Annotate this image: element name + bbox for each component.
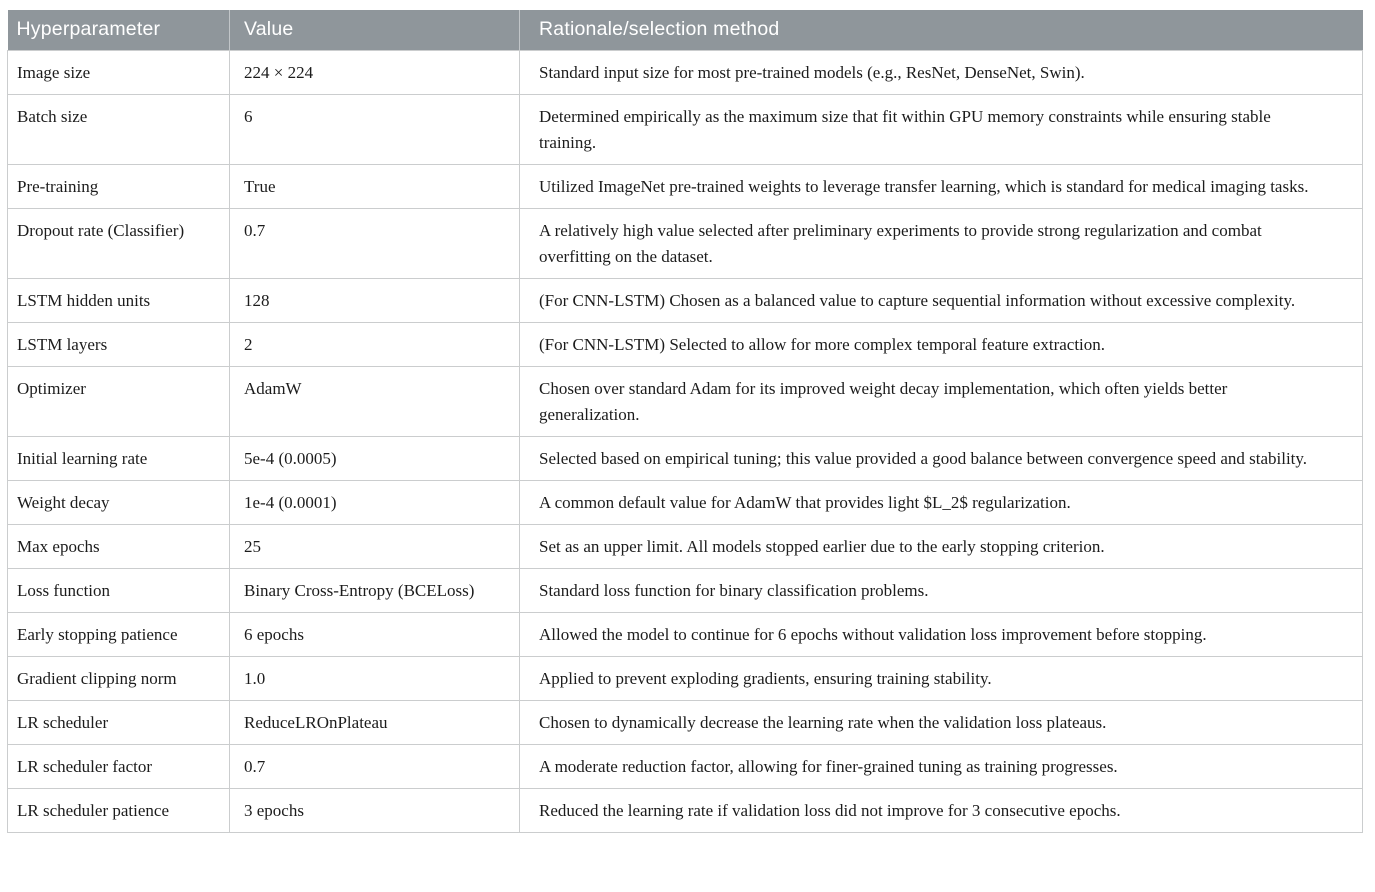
rationale-cell: Utilized ImageNet pre-trained weights to leverage transfer learning, which is standard for medical imaging tasks. <box>520 165 1363 209</box>
value-cell: 25 <box>230 525 520 569</box>
table-row <box>8 701 1363 745</box>
hyperparameter-cell: Dropout rate (Classifier) <box>8 209 230 279</box>
hyperparameter-cell: Optimizer <box>8 367 230 437</box>
hyperparameter-cell: Initial learning rate <box>8 437 230 481</box>
rationale-cell: Chosen to dynamically decrease the learning rate when the validation loss plateaus. <box>520 701 1363 745</box>
rationale-cell: Standard loss function for binary classification problems. <box>520 569 1363 613</box>
value-cell: Binary Cross-Entropy (BCELoss) <box>230 569 520 613</box>
rationale-cell: Allowed the model to continue for 6 epochs without validation loss improvement before stopping. <box>520 613 1363 657</box>
hyperparameter-cell: LSTM layers <box>8 323 230 367</box>
value-cell: 6 epochs <box>230 613 520 657</box>
rationale-cell: A common default value for AdamW that provides light $L_2$ regularization. <box>520 481 1363 525</box>
value-cell: 6 <box>230 95 520 165</box>
rationale-cell: Standard input size for most pre-trained models (e.g., ResNet, DenseNet, Swin). <box>520 51 1363 95</box>
hyperparameter-cell: Loss function <box>8 569 230 613</box>
value-cell: AdamW <box>230 367 520 437</box>
column-header-rationale: Rationale/selection method <box>520 10 1363 51</box>
value-cell: 3 epochs <box>230 789 520 833</box>
hyperparameter-cell: Pre-training <box>8 165 230 209</box>
value-cell: 2 <box>230 323 520 367</box>
hyperparameter-cell: Early stopping patience <box>8 613 230 657</box>
table-row <box>8 525 1363 569</box>
table-row <box>8 51 1363 95</box>
rationale-cell: Chosen over standard Adam for its improved weight decay implementation, which often yields better generalization. <box>520 367 1363 437</box>
table-row <box>8 279 1363 323</box>
column-header-hyperparameter: Hyperparameter <box>8 10 230 51</box>
table-row <box>8 657 1363 701</box>
table-header <box>8 10 1363 51</box>
hyperparameter-cell: LR scheduler factor <box>8 745 230 789</box>
table-row <box>8 481 1363 525</box>
rationale-cell: A relatively high value selected after preliminary experiments to provide strong regularization and combat overfitting on the dataset. <box>520 209 1363 279</box>
hyperparameter-cell: Image size <box>8 51 230 95</box>
value-cell: 1e-4 (0.0001) <box>230 481 520 525</box>
value-cell: 5e-4 (0.0005) <box>230 437 520 481</box>
value-cell: 224 × 224 <box>230 51 520 95</box>
rationale-cell: Reduced the learning rate if validation loss did not improve for 3 consecutive epochs. <box>520 789 1363 833</box>
rationale-cell: Set as an upper limit. All models stopped earlier due to the early stopping criterion. <box>520 525 1363 569</box>
table-row <box>8 367 1363 437</box>
column-header-value: Value <box>230 10 520 51</box>
table-row <box>8 569 1363 613</box>
value-cell: 0.7 <box>230 209 520 279</box>
hyperparameter-cell: LR scheduler <box>8 701 230 745</box>
hyperparameter-cell: LR scheduler patience <box>8 789 230 833</box>
table-row <box>8 165 1363 209</box>
value-cell: 128 <box>230 279 520 323</box>
hyperparameter-table-figure <box>7 10 1363 833</box>
rationale-cell: (For CNN-LSTM) Selected to allow for more complex temporal feature extraction. <box>520 323 1363 367</box>
hyperparameter-cell: Max epochs <box>8 525 230 569</box>
hyperparameter-cell: Gradient clipping norm <box>8 657 230 701</box>
value-cell: 0.7 <box>230 745 520 789</box>
table-row <box>8 437 1363 481</box>
table-row <box>8 95 1363 165</box>
rationale-cell: Selected based on empirical tuning; this value provided a good balance between convergence speed and stability. <box>520 437 1363 481</box>
hyperparameter-cell: Weight decay <box>8 481 230 525</box>
table-row <box>8 209 1363 279</box>
table-row <box>8 789 1363 833</box>
rationale-cell: Applied to prevent exploding gradients, ensuring training stability. <box>520 657 1363 701</box>
rationale-cell: Determined empirically as the maximum size that fit within GPU memory constraints while ensuring stable training. <box>520 95 1363 165</box>
hyperparameter-cell: LSTM hidden units <box>8 279 230 323</box>
value-cell: ReduceLROnPlateau <box>230 701 520 745</box>
header-row <box>8 10 1363 51</box>
value-cell: 1.0 <box>230 657 520 701</box>
value-cell: True <box>230 165 520 209</box>
rationale-cell: A moderate reduction factor, allowing for finer-grained tuning as training progresses. <box>520 745 1363 789</box>
hyperparameter-table <box>7 10 1363 833</box>
rationale-cell: (For CNN-LSTM) Chosen as a balanced value to capture sequential information without excessive complexity. <box>520 279 1363 323</box>
table-row <box>8 613 1363 657</box>
hyperparameter-cell: Batch size <box>8 95 230 165</box>
table-row <box>8 323 1363 367</box>
table-row <box>8 745 1363 789</box>
table-body <box>8 51 1363 833</box>
